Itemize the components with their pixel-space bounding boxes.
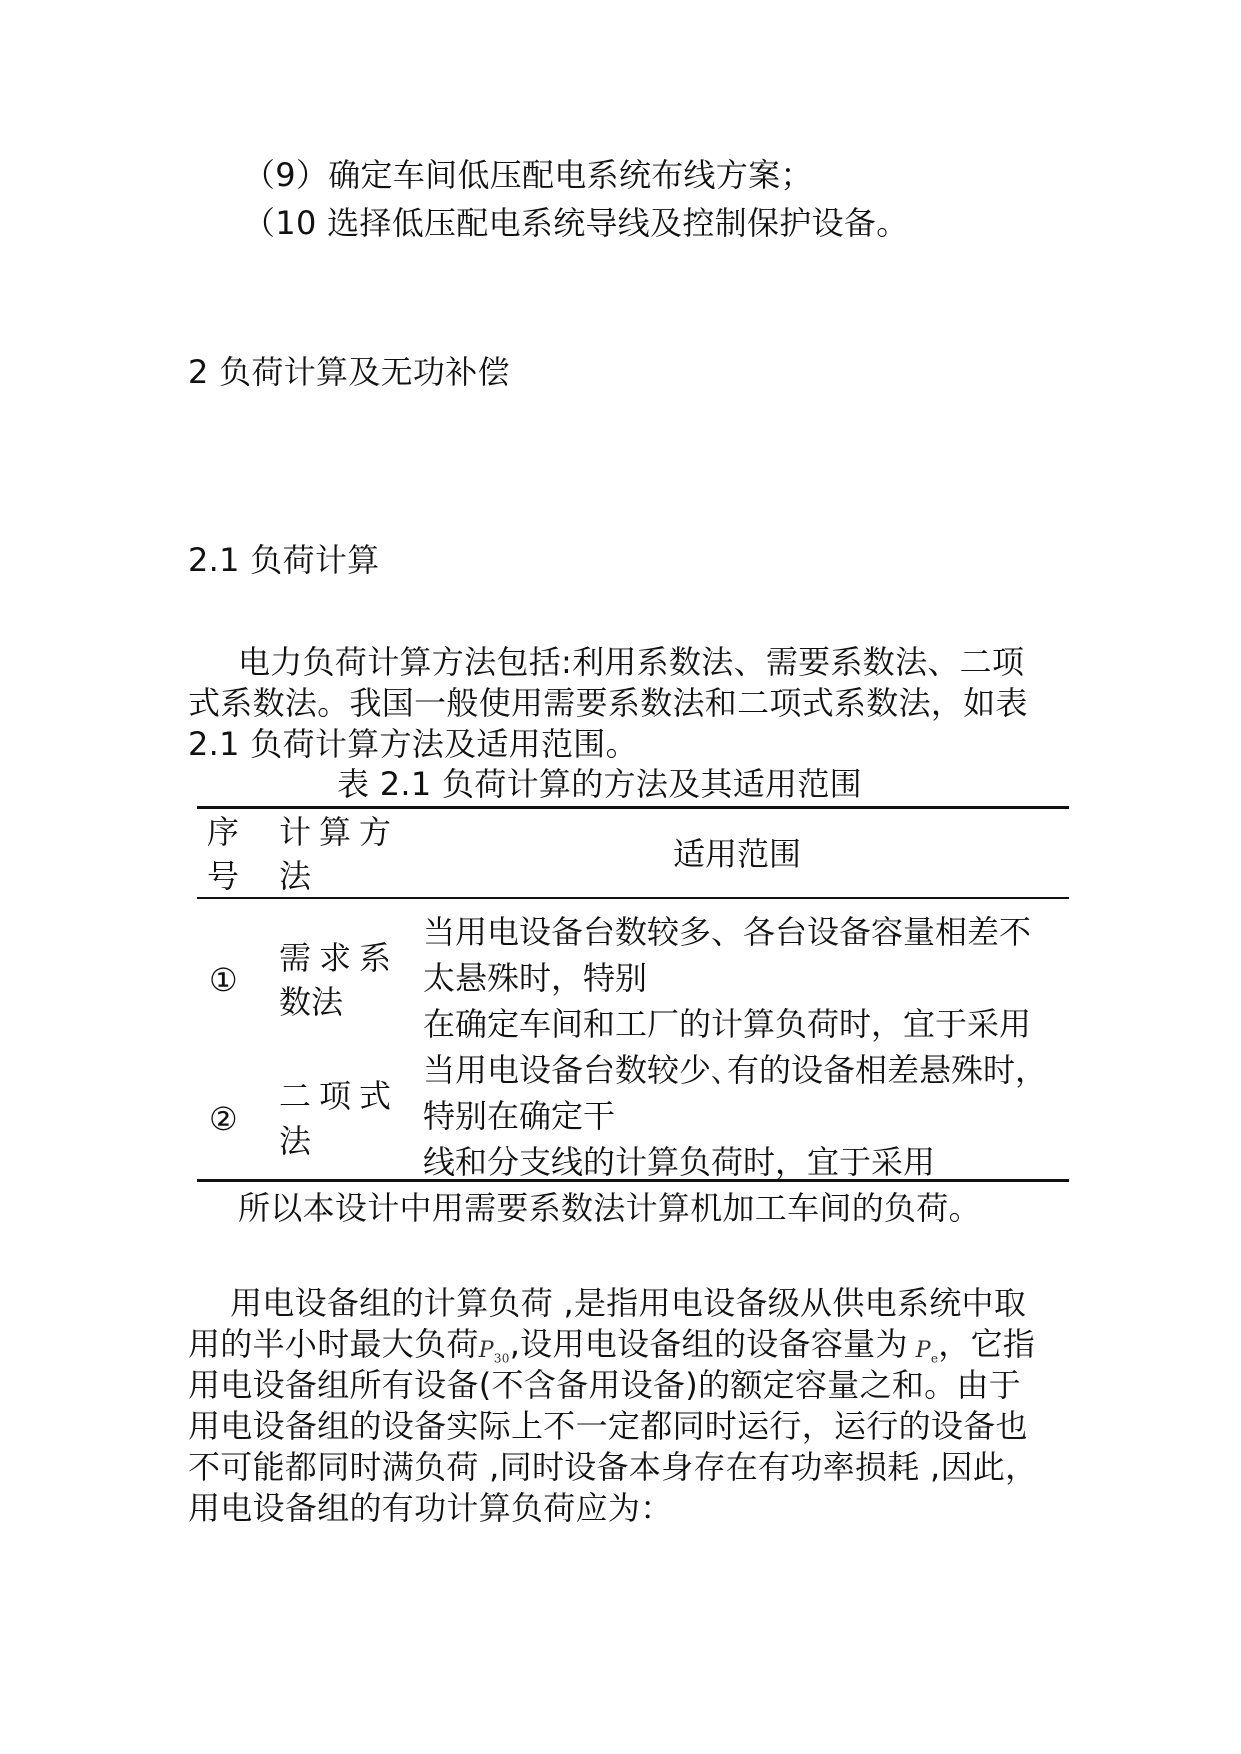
para2-line-2a: 用的半小时最大负荷: [188, 1325, 479, 1363]
section-heading: 2 负荷计算及无功补偿: [188, 353, 510, 391]
header-method-line2: 法: [279, 857, 312, 895]
method-table: [197, 806, 1069, 1182]
list-item-10: （10 选择低压配电系统导线及控制保护设备。: [243, 204, 909, 242]
intro-line-2: 式系数法。我国一般使用需要系数法和二项式系数法，如表: [188, 684, 1028, 722]
pe-subscript: e: [930, 1351, 939, 1366]
para2-line-4: 用电设备组的设备实际上不一定都同时运行，运行的设备也: [188, 1407, 1028, 1445]
table-top-rule: [197, 806, 1069, 809]
p30-subscript: 30: [493, 1351, 510, 1366]
header-scope: 适用范围: [673, 835, 802, 873]
table-header-rule: [197, 897, 1069, 899]
after-table-text: 所以本设计中用需要系数法计算机加工车间的负荷。: [238, 1189, 981, 1227]
row2-scope-line2: 特别在确定干: [423, 1097, 616, 1135]
header-index-line1: 序: [207, 813, 240, 851]
header-index-line2: 号: [207, 857, 240, 895]
para2-line-2b: ,设用电设备组的设备容量为: [509, 1325, 908, 1363]
row1-scope-line2: 太悬殊时，特别: [423, 959, 648, 997]
list-item-9: （9）确定车间低压配电系统布线方案；: [243, 156, 813, 194]
intro-line-1: 电力负荷计算方法包括:利用系数法、需要系数法、二项: [238, 643, 1025, 681]
row2-index: ②: [209, 1100, 238, 1138]
row2-method-line2: 法: [279, 1122, 312, 1160]
row2-scope-line3: 线和分支线的计算负荷时，宜于采用: [423, 1143, 936, 1181]
row1-method-line2: 数法: [279, 983, 344, 1021]
para2-line-3: 用电设备组所有设备(不含备用设备)的额定容量之和。由于: [188, 1366, 1022, 1404]
para2-line-5: 不可能都同时满负荷 ,同时设备本身存在有功率损耗 ,因此，: [188, 1448, 1038, 1486]
row2-method-line1: 二项式: [279, 1077, 400, 1115]
header-method-line1: 计算方: [279, 813, 400, 851]
pe-base: P: [915, 1338, 931, 1363]
table-caption: 表 2.1 负荷计算的方法及其适用范围: [337, 765, 862, 803]
row1-scope-line3: 在确定车间和工厂的计算负荷时，宜于采用: [423, 1005, 1032, 1043]
para2-line-6: 用电设备组的有功计算负荷应为：: [188, 1489, 673, 1527]
subsection-heading: 2.1 负荷计算: [188, 541, 380, 579]
row1-scope-line1: 当用电设备台数较多、各台设备容量相差不: [423, 913, 1032, 951]
intro-line-3: 2.1 负荷计算方法及适用范围。: [188, 725, 638, 763]
row1-method-line1: 需求系: [279, 939, 400, 977]
p30-base: P: [478, 1338, 494, 1363]
row2-scope-line1: 当用电设备台数较少､有的设备相差悬殊时，: [423, 1051, 1048, 1089]
p30-symbol: [478, 1338, 510, 1366]
para2-line-2c: ，它指: [938, 1325, 1036, 1363]
row1-index: ①: [209, 961, 238, 999]
pe-symbol: [915, 1338, 939, 1366]
para2-line-1: 用电设备组的计算负荷 ,是指用电设备级从供电系统中取: [230, 1284, 1027, 1322]
